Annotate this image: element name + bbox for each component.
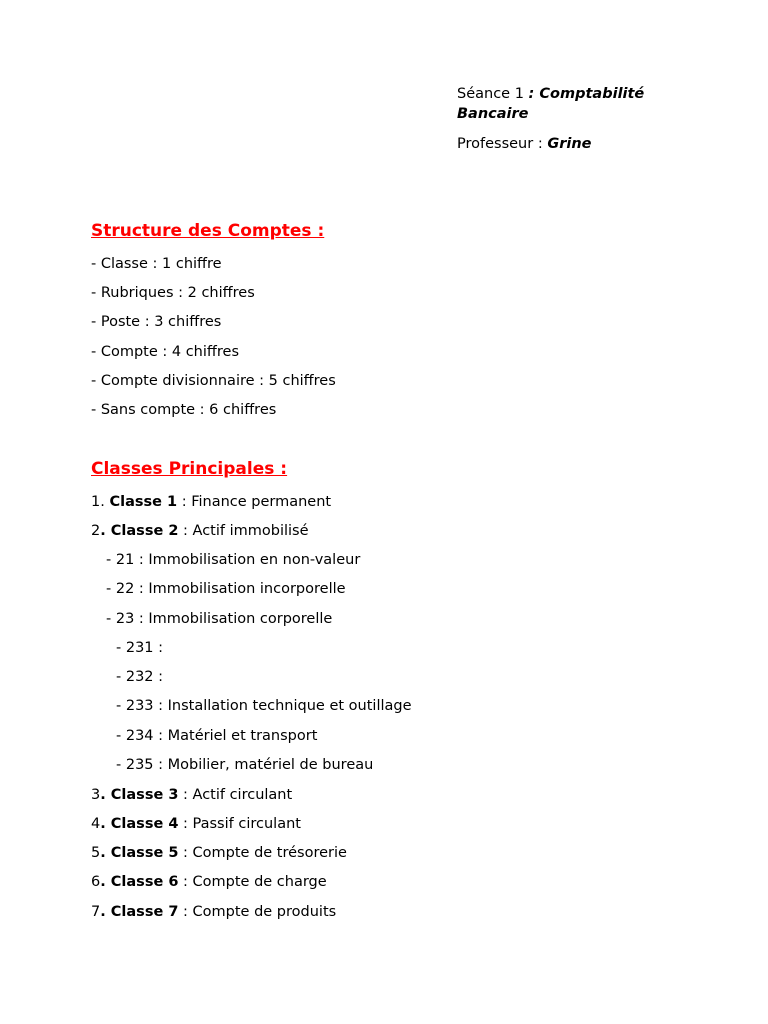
class-desc: : Actif immobilisé	[178, 523, 309, 539]
structure-item: - Poste : 3 chiffres	[91, 314, 222, 330]
class-name: . Classe 4	[100, 816, 179, 832]
structure-item: - Sans compte : 6 chiffres	[91, 402, 277, 418]
class-desc: : Compte de trésorerie	[178, 845, 347, 861]
session-line	[457, 84, 707, 124]
subclass-22: - 22 : Immobilisation incorporelle	[106, 581, 346, 597]
class-desc: : Compte de charge	[178, 874, 327, 890]
class-desc: : Actif circulant	[178, 787, 293, 803]
subclass-21: - 21 : Immobilisation en non-valeur	[106, 552, 361, 568]
class-5-line	[91, 844, 347, 862]
subclass-233: - 233 : Installation technique et outillage	[116, 698, 412, 714]
document-header	[457, 84, 707, 154]
session-title-line2: Bancaire	[457, 106, 529, 122]
professor-prefix: Professeur :	[457, 136, 548, 152]
class-name: Classe 1	[109, 494, 178, 510]
subclass-231: - 231 :	[116, 640, 164, 656]
session-title-line1: Comptabilité	[539, 86, 645, 102]
session-prefix: Séance 1	[457, 86, 529, 102]
structure-item: - Compte divisionnaire : 5 chiffres	[91, 373, 336, 389]
class-name: . Classe 6	[100, 874, 179, 890]
class-3-line	[91, 786, 292, 804]
classes-title: Classes Principales :	[91, 459, 288, 479]
subclass-232: - 232 :	[116, 669, 164, 685]
class-number: 6	[91, 874, 101, 890]
class-1-line	[91, 493, 331, 511]
structure-item: - Classe : 1 chiffre	[91, 256, 222, 272]
professor-name: Grine	[547, 136, 592, 152]
class-number: 7	[91, 904, 101, 920]
subclass-235: - 235 : Mobilier, matériel de bureau	[116, 757, 374, 773]
subclass-23: - 23 : Immobilisation corporelle	[106, 611, 333, 627]
class-2-line	[91, 522, 309, 540]
subclass-234: - 234 : Matériel et transport	[116, 728, 318, 744]
class-number: 5	[91, 845, 101, 861]
class-desc: : Passif circulant	[178, 816, 301, 832]
class-number: 2	[91, 523, 101, 539]
class-number: 4	[91, 816, 101, 832]
professor-line	[457, 134, 707, 154]
class-6-line	[91, 873, 327, 891]
structure-title: Structure des Comptes :	[91, 221, 325, 241]
class-name: . Classe 5	[100, 845, 179, 861]
class-number: 3	[91, 787, 101, 803]
class-name: . Classe 3	[100, 787, 179, 803]
class-number: 1.	[91, 494, 110, 510]
structure-item: - Compte : 4 chiffres	[91, 344, 240, 360]
class-7-line	[91, 903, 336, 921]
session-colon: :	[528, 86, 540, 102]
class-4-line	[91, 815, 301, 833]
class-name: . Classe 7	[100, 904, 179, 920]
class-desc: : Compte de produits	[178, 904, 337, 920]
structure-item: - Rubriques : 2 chiffres	[91, 285, 255, 301]
class-name: . Classe 2	[100, 523, 179, 539]
class-desc: : Finance permanent	[177, 494, 332, 510]
